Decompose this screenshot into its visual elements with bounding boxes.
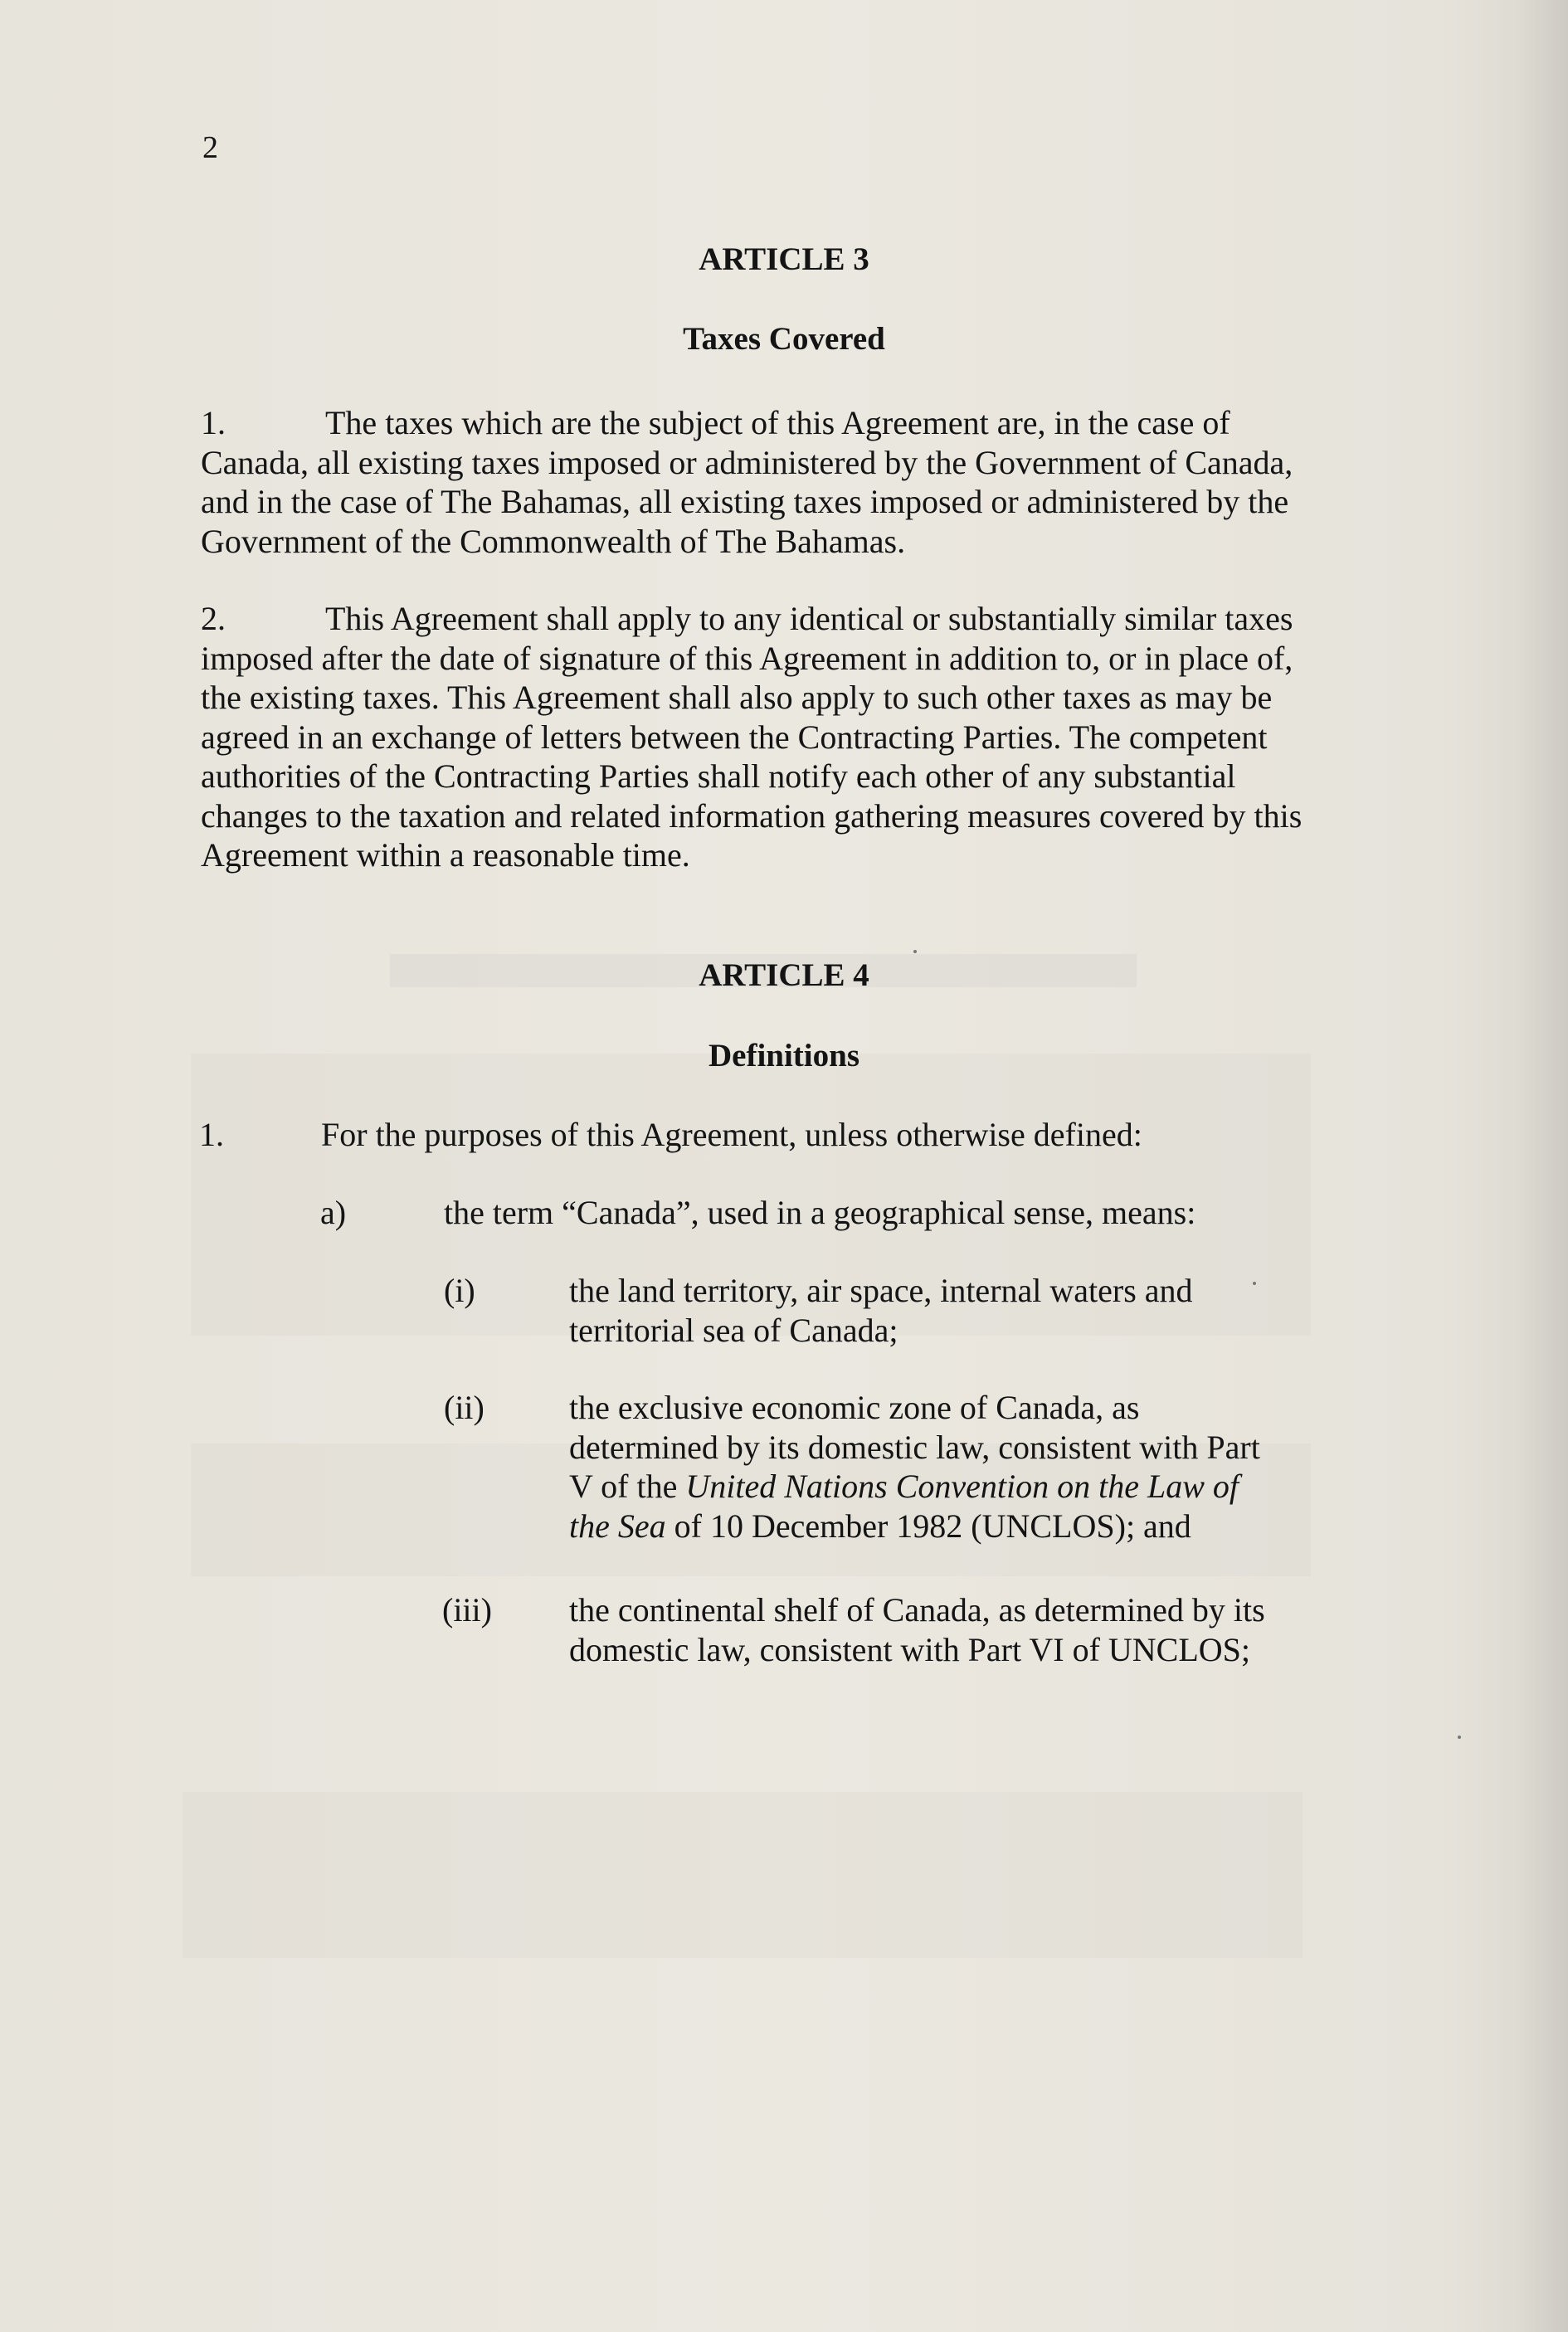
subitem-ii-number: (ii)	[444, 1389, 485, 1426]
subitem-ii-text-start: the exclusive economic zone of Canada, as determined by its domestic law, consistent with Part V of the	[569, 1389, 1260, 1505]
article-4-paragraph-1-text: For the purposes of this Agreement, unless otherwise defined:	[321, 1116, 1142, 1153]
subitem-ii-text-end: of 10 December 1982 (UNCLOS); and	[665, 1507, 1191, 1545]
paper-speck	[913, 950, 917, 953]
article-4-subheading: Definitions	[708, 1038, 859, 1073]
article-4-heading: ARTICLE 4	[699, 957, 869, 993]
bleed-through-shadow	[183, 1792, 1303, 1958]
item-a-number: a)	[320, 1194, 347, 1231]
paper-speck	[1458, 1736, 1461, 1739]
article-3-paragraph-2	[201, 599, 1329, 875]
paper-speck	[1253, 1282, 1256, 1285]
article-3-subheading: Taxes Covered	[683, 321, 885, 357]
subitem-i-number: (i)	[444, 1272, 475, 1309]
page-number: 2	[202, 130, 218, 165]
subitem-ii-text	[569, 1388, 1274, 1546]
item-a-text: the term “Canada”, used in a geographical sense, means:	[444, 1194, 1196, 1231]
article-3-paragraph-1	[201, 403, 1329, 561]
subitem-iii-number: (iii)	[442, 1591, 492, 1629]
article-4-paragraph-1-number: 1.	[199, 1116, 224, 1153]
subitem-iii-text: the continental shelf of Canada, as determined by its domestic law, consistent with Part VI of UNCLOS;	[569, 1591, 1265, 1668]
unclos-title: United Nations Convention on the Law of the Sea	[569, 1468, 1239, 1545]
paragraph-text: This Agreement shall apply to any identical or substantially similar taxes imposed after the date of signature of this Agreement in addition to, or in place of, the existing taxes. This Agreement shall also apply to such other taxes as may be agreed in an exchange of letters between the Contracting Parties. The competent authorities of the Contracting Parties shall notify each other of any substantial changes to the taxation and related information gathering measures covered by this Agreement within a reasonable time.	[201, 600, 1303, 874]
paragraph-number: 1.	[201, 404, 226, 441]
article-3-heading: ARTICLE 3	[699, 241, 869, 277]
paragraph-number: 2.	[201, 600, 226, 637]
subitem-i-text: the land territory, air space, internal waters and territorial sea of Canada;	[569, 1272, 1193, 1349]
paragraph-text: The taxes which are the subject of this Agreement are, in the case of Canada, all existing taxes imposed or administered by the Government of Canada, and in the case of The Bahamas, all existing taxes imposed or administered by the Government of the Commonwealth of The Bahamas.	[201, 404, 1293, 560]
